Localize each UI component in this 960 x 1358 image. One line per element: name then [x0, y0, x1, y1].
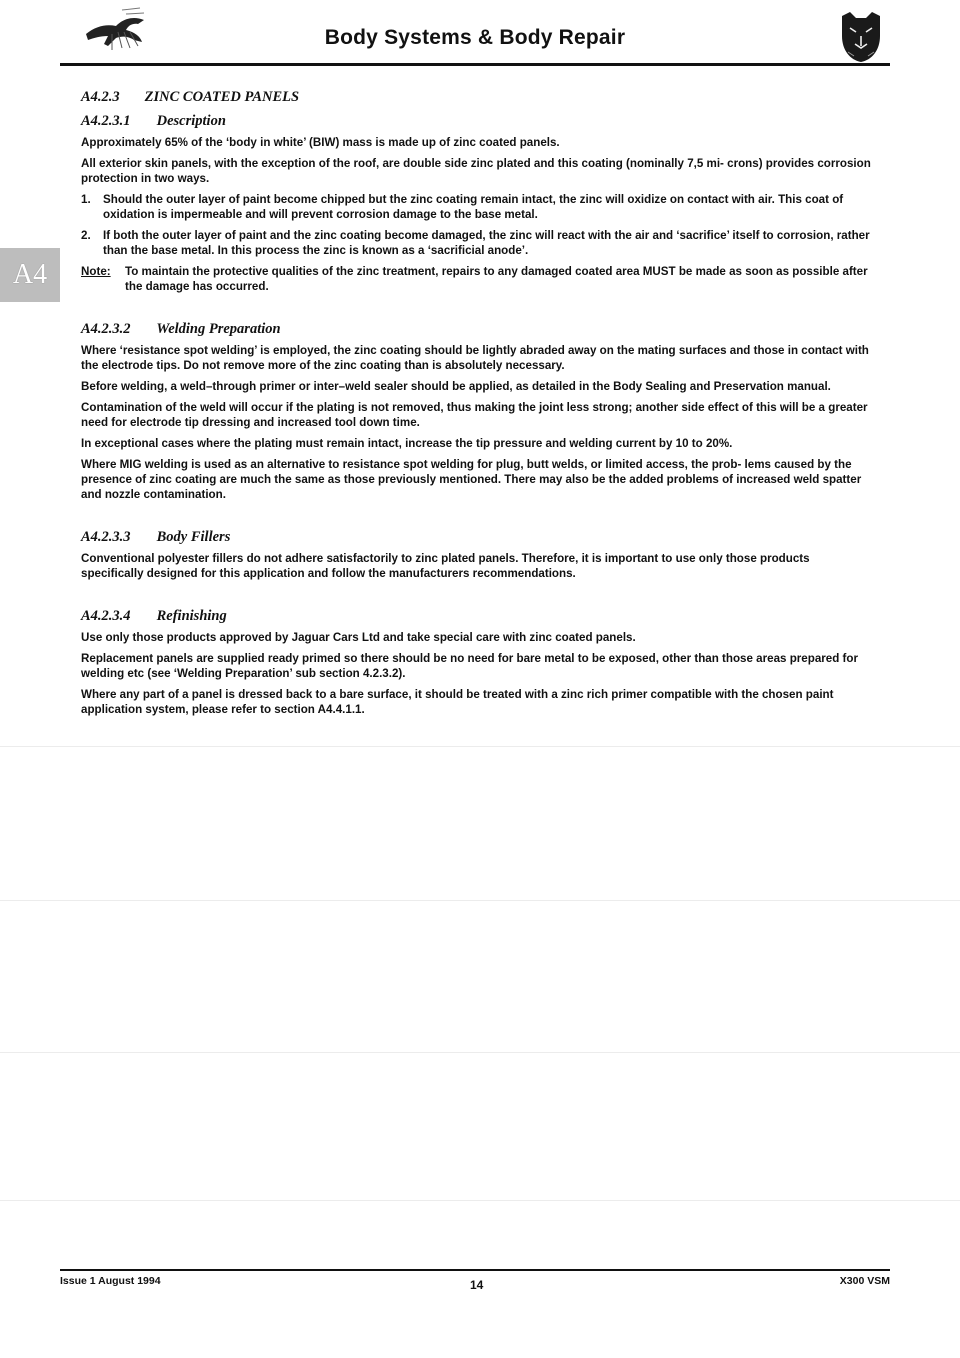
subsection-heading	[81, 320, 871, 338]
footer-document-code: X300 VSM	[839, 1275, 890, 1287]
subsection-heading	[81, 528, 871, 546]
paragraph: Where MIG welding is used as an alternative to resistance spot welding for plug, butt welds, or limited access, the prob- lems caused by the presence of zinc coating are much the same as those previously mentioned. There may also be the added problems of increased weld spatter and nozzle contamination.	[81, 458, 862, 501]
note-text: To maintain the protective qualities of the zinc treatment, repairs to any damaged coated area MUST be made as soon as possible after the damage has occurred.	[125, 265, 868, 293]
footer-page-number: 14	[470, 1278, 484, 1292]
footer-rule	[60, 1269, 890, 1271]
list-marker: 2.	[81, 229, 91, 242]
note-label: Note:	[81, 265, 111, 278]
paragraph: Conventional polyester fillers do not adhere satisfactorily to zinc plated panels. Therefore, it is important to use only those products specifically designed for this application and follow the manufacturers recommendations.	[81, 552, 810, 580]
section-heading	[81, 88, 871, 106]
list-item-text: Should the outer layer of paint become chipped but the zinc coating remain intact, the zinc will oxidize on contact with air. This coat of oxidation is impermeable and will prevent corrosion damage to the base metal.	[103, 193, 844, 221]
page-title: Body Systems & Body Repair	[324, 26, 626, 49]
scan-artifact-line	[0, 1052, 960, 1053]
scan-artifact-line	[0, 1200, 960, 1201]
header-rule	[60, 63, 890, 66]
paragraph: In exceptional cases where the plating must remain intact, increase the tip pressure and welding current by 10 to 20%.	[81, 437, 733, 450]
subsection-number: A4.2.3.3	[81, 529, 131, 545]
jaguar-head-icon	[838, 10, 884, 64]
paragraph: Where any part of a panel is dressed back to a bare surface, it should be treated with a zinc rich primer compatible with the chosen paint application system, please refer to section A4.4.1.1.	[81, 688, 834, 716]
section-tab	[0, 248, 60, 302]
page-header	[60, 4, 890, 64]
paragraph: Before welding, a weld–through primer or inter–weld sealer should be applied, as detailed in the Body Sealing and Preservation manual.	[81, 380, 831, 393]
paragraph: Replacement panels are supplied ready primed so there should be no need for bare metal to be exposed, other than those areas prepared for welding etc (see ‘Welding Preparation’ sub section 4.2.3.2).	[81, 652, 858, 680]
list-item-text: If both the outer layer of paint and the zinc coating become damaged, the zinc will react with the air and ‘sacrifice’ itself to corrosion, rather than the base metal. In this process the zinc is known as a ‘sacrificial anode’.	[103, 229, 870, 257]
paragraph: Approximately 65% of the ‘body in white’ (BIW) mass is made up of zinc coated panels.	[81, 136, 560, 149]
paragraph: Contamination of the weld will occur if the plating is not removed, thus making the joint less strong; another side effect of this will be a greater need for electrode tip dressing and increased tool down time.	[81, 401, 868, 429]
subsection-number: A4.2.3.4	[81, 608, 131, 624]
subsection-title: Description	[156, 113, 226, 129]
note	[81, 264, 871, 294]
paragraph: All exterior skin panels, with the exception of the roof, are double side zinc plated and this coating (nominally 7,5 mi- crons) provides corrosion protection in two ways.	[81, 157, 871, 185]
paragraph: Use only those products approved by Jaguar Cars Ltd and take special care with zinc coated panels.	[81, 631, 636, 644]
section-number: A4.2.3	[81, 89, 120, 105]
list-item	[81, 228, 871, 258]
subsection-title: Body Fillers	[156, 529, 231, 545]
paragraph: Where ‘resistance spot welding’ is employed, the zinc coating should be lightly abraded away on the mating surfaces and those in contact with the electrode tips. Do not remove more of the zinc coating than is absolutely necessary.	[81, 344, 869, 372]
footer-issue: Issue 1 August 1994	[60, 1275, 161, 1287]
page-content	[81, 88, 871, 717]
list-item	[81, 192, 871, 222]
subsection-title: Refinishing	[156, 608, 227, 624]
subsection-heading	[81, 112, 871, 130]
section-tab-label: A4	[12, 259, 48, 290]
subsection-number: A4.2.3.1	[81, 113, 131, 129]
subsection-title: Welding Preparation	[156, 321, 281, 337]
subsection-number: A4.2.3.2	[81, 321, 131, 337]
subsection-heading	[81, 607, 871, 625]
scan-artifact-line	[0, 746, 960, 747]
section-title: ZINC COATED PANELS	[144, 89, 300, 105]
scan-artifact-line	[0, 900, 960, 901]
list-marker: 1.	[81, 193, 91, 206]
